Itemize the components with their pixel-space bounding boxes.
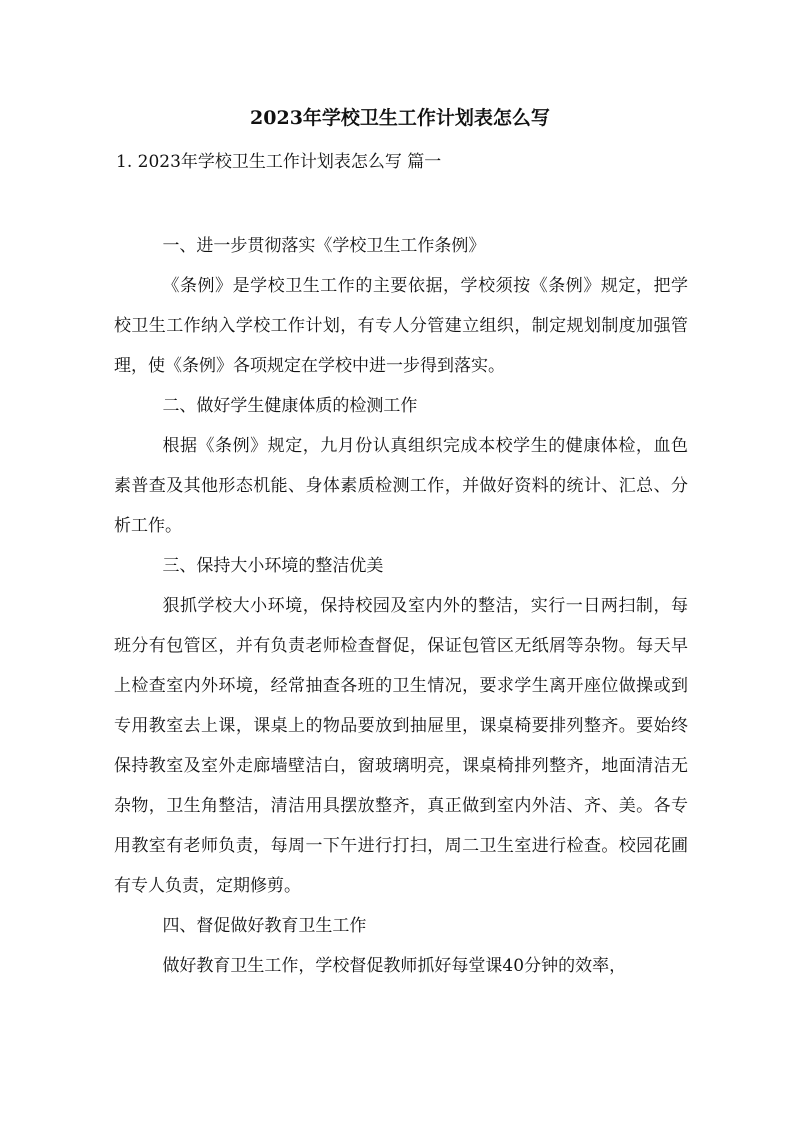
- document-subtitle: 1. 2023年学校卫生工作计划表怎么写 篇一: [116, 152, 442, 172]
- document-title: 2023年学校卫生工作计划表怎么写: [250, 107, 550, 129]
- section-paragraph-4: 做好教育卫生工作，学校督促教师抓好每堂课40分钟的效率，: [162, 956, 627, 976]
- section-paragraph-3: 狠抓学校大小环境，保持校园及室内外的整洁，实行一日两扫制，每班分有包管区，并有负责老师检查督促，保证包管区无纸屑等杂物。每天早上检查室内外环境，经常抽查各班的卫生情况，要求学生离开座位做操或到专用教室去上课，课桌上的物品要放到抽屉里，课桌椅要排列整齐。要始终保持教室及室外走廊墙壁洁白，窗玻璃明亮，课桌椅排列整齐，地面清洁无杂物，卫生角整洁，清洁用具摆放整齐，真正做到室内外洁、齐、美。各专用教室有老师负责，每周一下午进行打扫，周二卫生室进行检查。校园花圃有专人负责，定期修剪。: [114, 596, 688, 896]
- section-heading-2: 二、做好学生健康体质的检测工作: [162, 396, 418, 416]
- section-paragraph-1: 《条例》是学校卫生工作的主要依据，学校须按《条例》规定，把学校卫生工作纳入学校工作计划，有专人分管建立组织，制定规划制度加强管理，使《条例》各项规定在学校中进一步得到落实。: [114, 276, 688, 376]
- section-heading-4: 四、督促做好教育卫生工作: [162, 916, 367, 936]
- section-heading-3: 三、保持大小环境的整洁优美: [162, 556, 384, 576]
- section-paragraph-2: 根据《条例》规定，九月份认真组织完成本校学生的健康体检，血色素普查及其他形态机能、身体素质检测工作，并做好资料的统计、汇总、分析工作。: [114, 436, 688, 536]
- document-body: [114, 226, 688, 986]
- section-heading-1: 一、进一步贯彻落实《学校卫生工作条例》: [162, 236, 486, 256]
